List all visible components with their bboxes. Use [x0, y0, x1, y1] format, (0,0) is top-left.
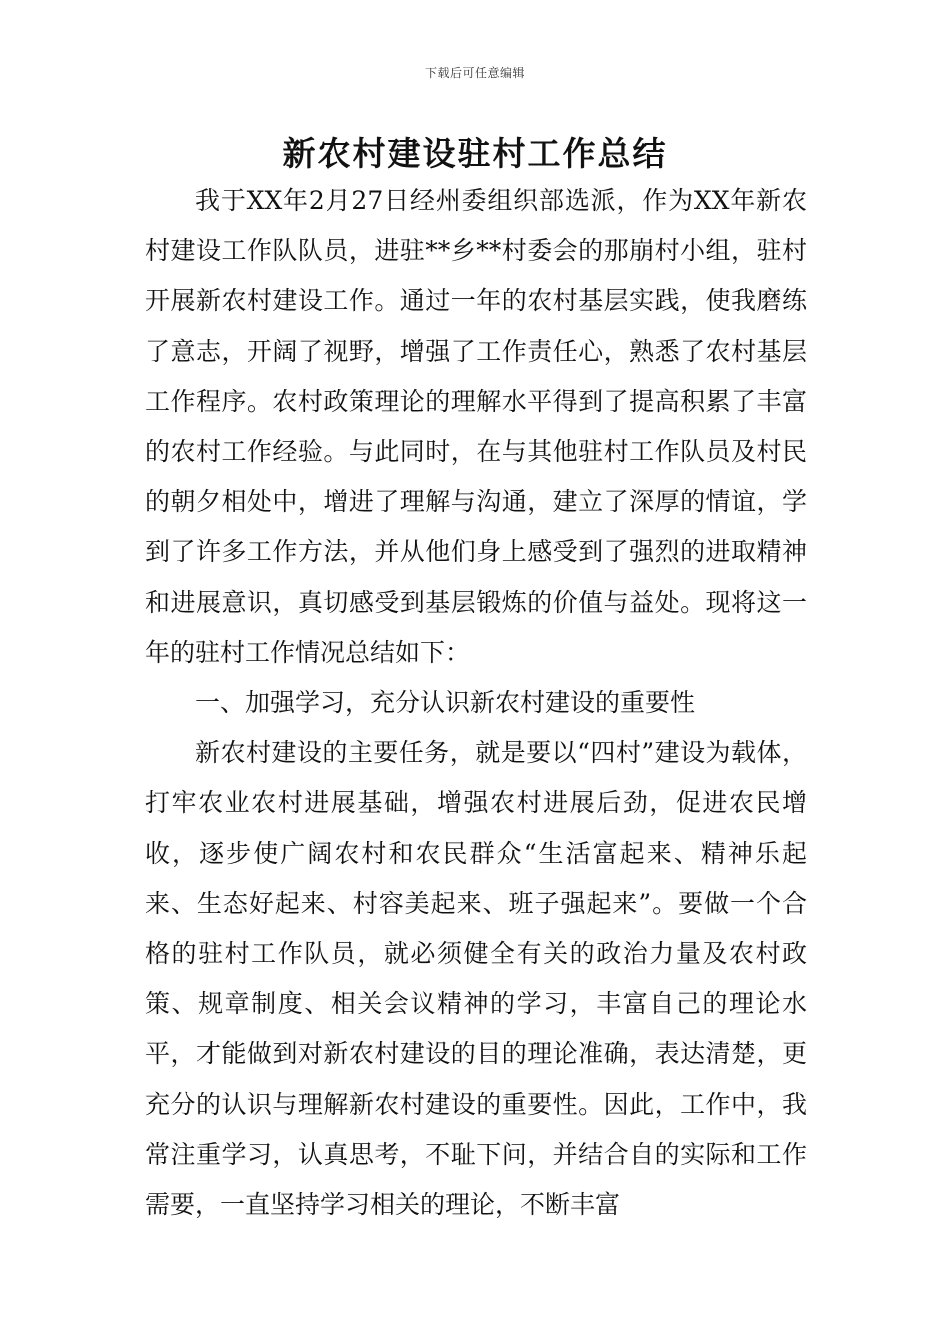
- section-paragraph: 新农村建设的主要任务，就是要以“四村”建设为载体，打牢农业农村进展基础，增强农村进展后劲，促进农民增收，逐步使广阔农村和农民群众“生活富起来、精神乐起来、生态好起来、村容美起来、班子强起来”。要做一个合格的驻村工作队员，就必须健全有关的政治力量及农村政策、规章制度、相关会议精神的学习，丰富自己的理论水平，才能做到对新农村建设的目的理论准确，表达清楚，更充分的认识与理解新农村建设的重要性。因此，工作中，我常注重学习，认真思考，不耻下问，并结合自的实际和工作需要，一直坚持学习相关的理论，不断丰富: [145, 738, 807, 1220]
- intro-paragraph: 我于XX年2月27日经州委组织部选派，作为XX年新农村建设工作队队员，进驻**乡**村委会的那崩村小组，驻村开展新农村建设工作。通过一年的农村基层实践，使我磨练了意志，开阔了视野，增强了工作责任心，熟悉了农村基层工作程序。农村政策理论的理解水平得到了提高积累了丰富的农村工作经验。与此同时，在与其他驻村工作队员及村民的朝夕相处中，增进了理解与沟通，建立了深厚的情谊，学到了许多工作方法，并从他们身上感受到了强烈的进取精神和进展意识，真切感受到基层锻炼的价值与益处。现将这一年的驻村工作情况总结如下：: [145, 186, 807, 667]
- document-body: [145, 176, 807, 1230]
- document-title: 新农村建设驻村工作总结: [282, 134, 668, 173]
- header-note: 下载后可任意编辑: [424, 66, 525, 80]
- section-heading: 一、加强学习，充分认识新农村建设的重要性: [195, 688, 696, 718]
